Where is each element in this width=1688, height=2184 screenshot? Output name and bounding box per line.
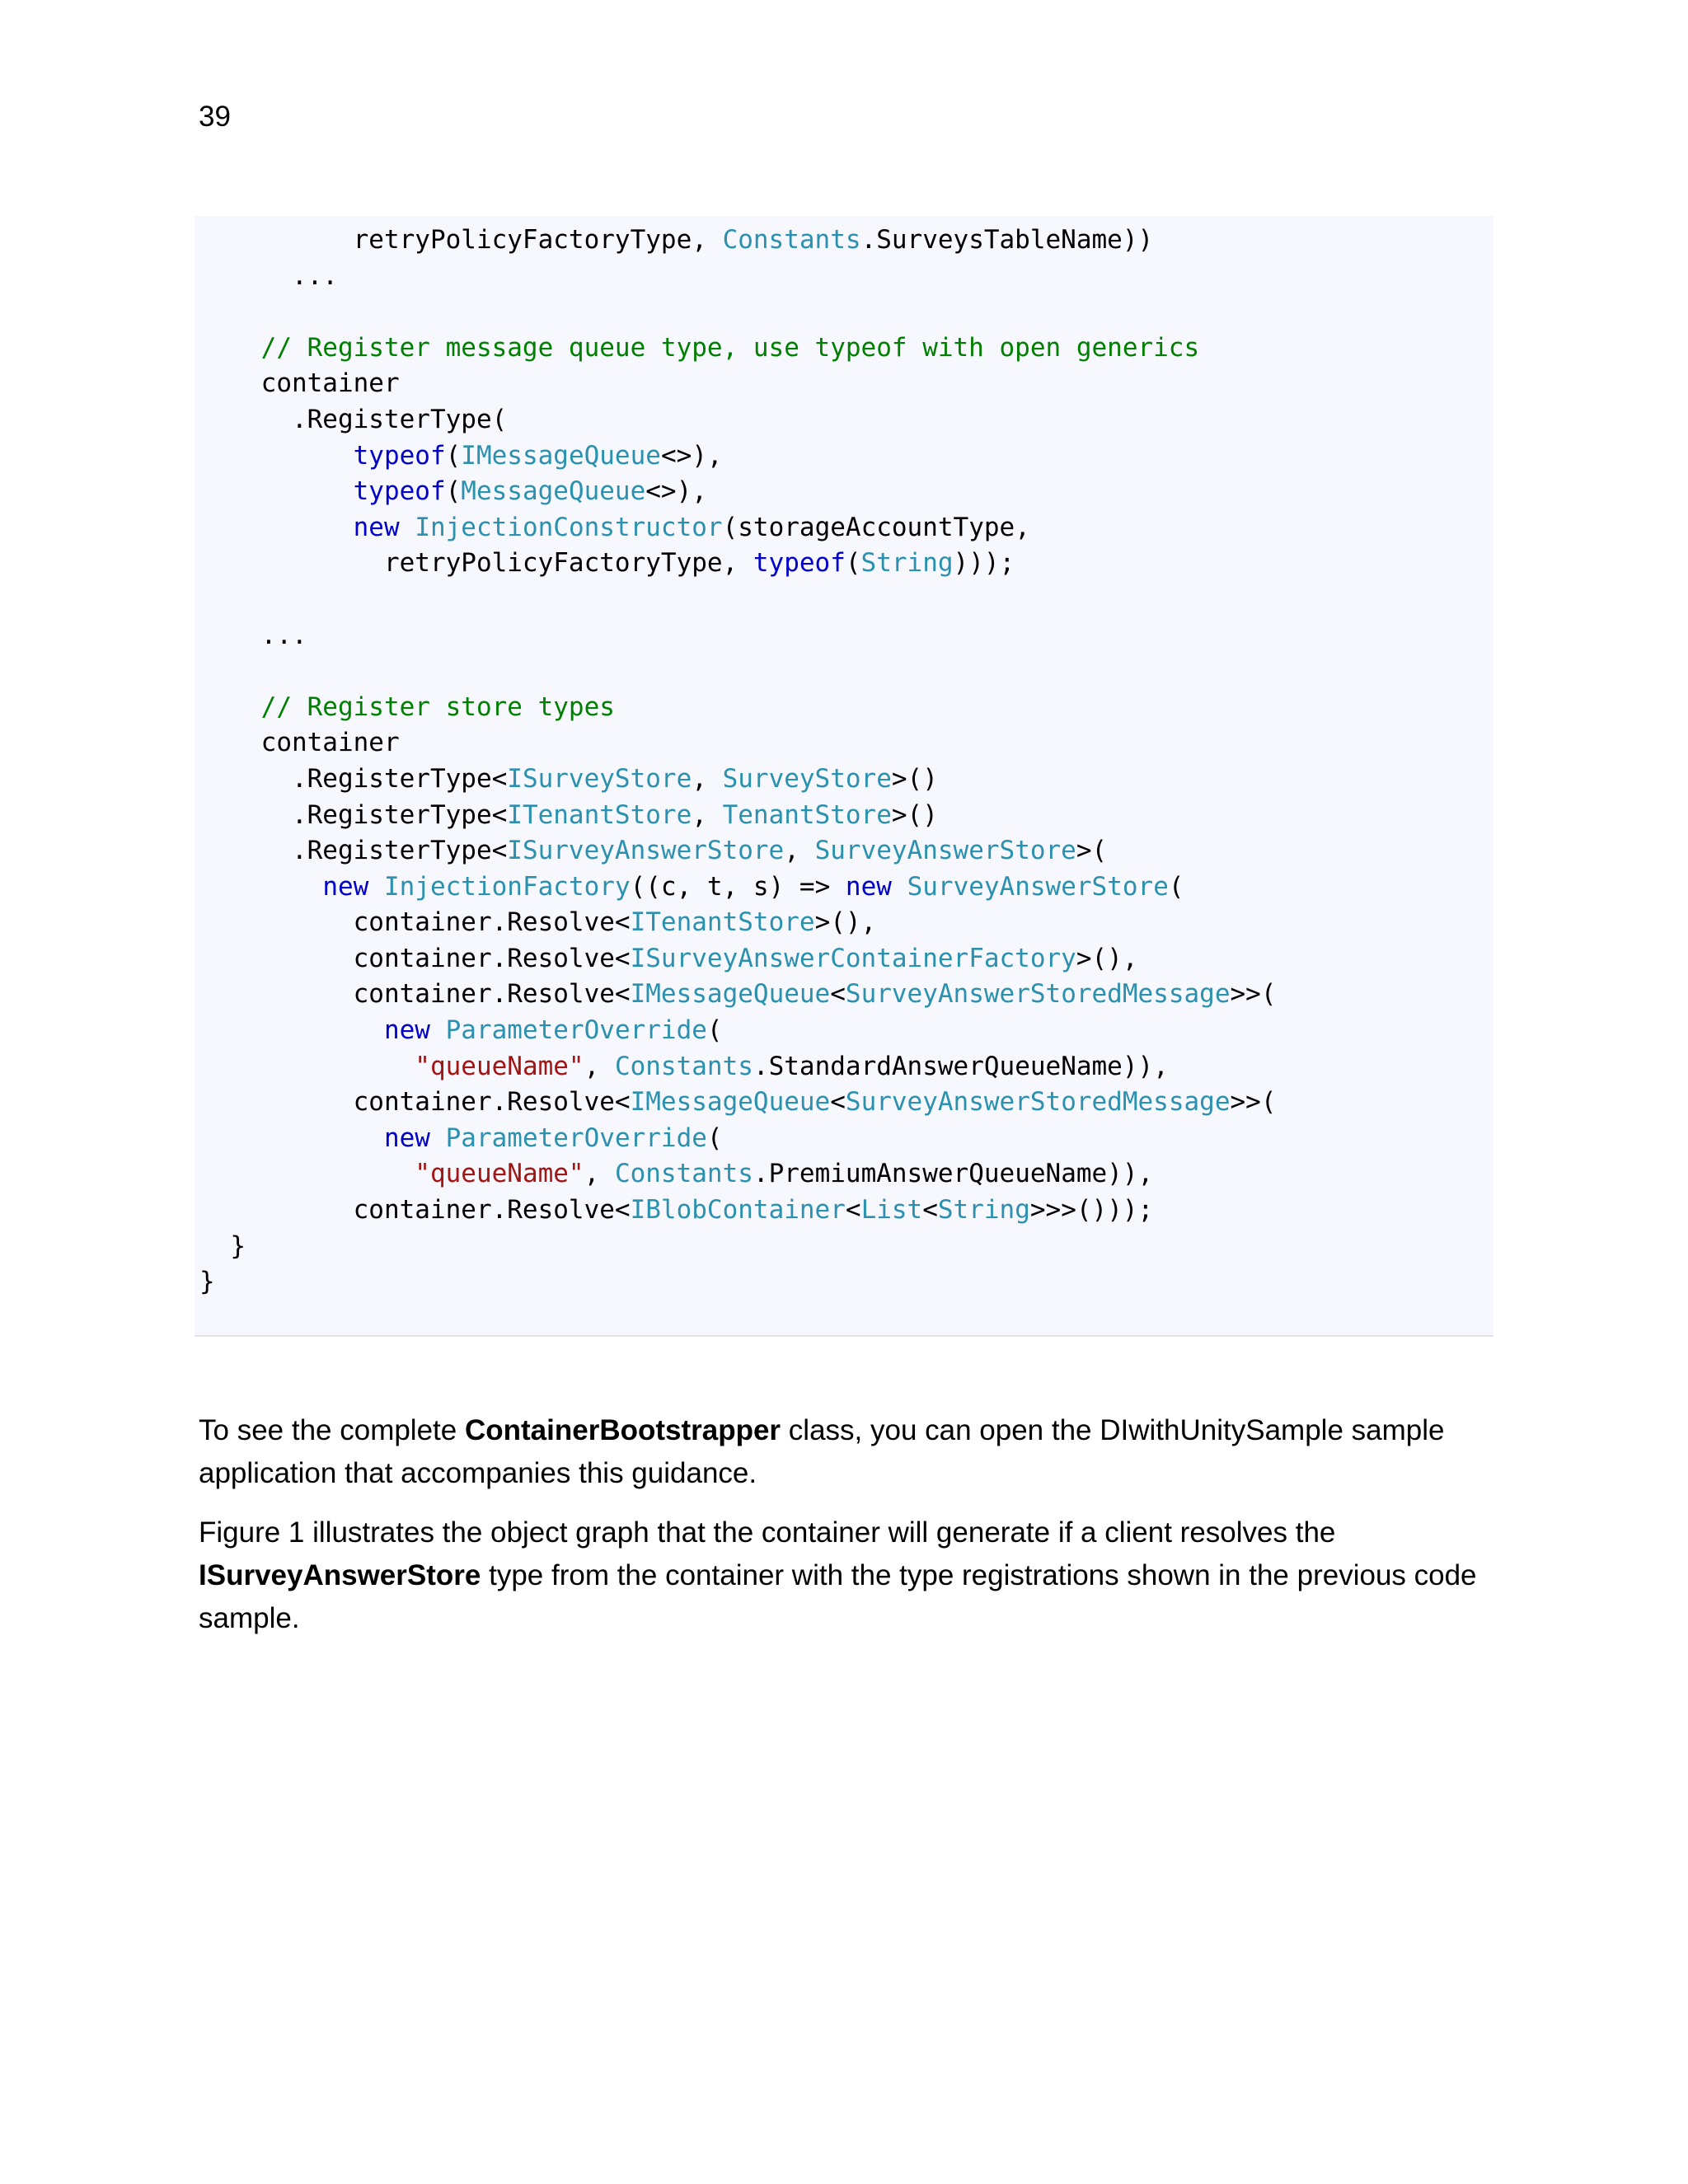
code-text (199, 1015, 384, 1045)
code-line (199, 1193, 1277, 1229)
code-text: retryPolicyFactoryType, (199, 548, 753, 579)
code-text: ((c, t, s) => (630, 871, 846, 902)
code-line (199, 474, 1277, 510)
code-type-name: ITenantStore (630, 907, 815, 938)
code-text (400, 513, 415, 542)
code-line (199, 582, 1277, 618)
code-type-name: SurveyAnswerStoredMessage (845, 1087, 1231, 1118)
code-text: .SurveysTableName)) (860, 225, 1154, 255)
code-text: container.Resolve< (199, 1195, 631, 1226)
code-keyword: typeof (753, 548, 846, 579)
code-line (199, 690, 1277, 726)
code-line (199, 330, 1277, 367)
code-line (199, 833, 1277, 869)
code-type-name: ISurveyStore (507, 763, 692, 794)
code-keyword: new (322, 871, 369, 902)
code-text: container.Resolve< (199, 1087, 631, 1118)
code-type-name: SurveyAnswerStore (814, 836, 1076, 866)
code-line (199, 869, 1277, 906)
code-type-name: String (860, 548, 954, 579)
code-text: container.Resolve< (199, 979, 631, 1010)
code-type-name: IMessageQueue (461, 440, 661, 471)
page-number: 39 (199, 101, 231, 133)
code-text: (storageAccountType, (722, 512, 1030, 542)
code-text (199, 872, 322, 902)
code-line (199, 798, 1277, 834)
code-text: < (922, 1195, 938, 1226)
code-comment: // Register store types (199, 691, 615, 722)
code-line (199, 618, 1277, 654)
code-line (199, 510, 1277, 546)
code-line (199, 1229, 1277, 1265)
code-line (199, 366, 1277, 402)
code-line (199, 259, 1277, 295)
code-text (892, 872, 907, 902)
code-text (199, 1052, 415, 1081)
code-text: ( (706, 1122, 723, 1153)
code-text: ... (199, 260, 338, 291)
code-keyword: new (383, 1122, 430, 1153)
code-text: ( (445, 476, 462, 507)
code-text: , (692, 799, 723, 830)
code-text: >(), (814, 907, 877, 938)
type-name-bold: ISurveyAnswerStore (199, 1559, 481, 1591)
code-type-name: String (937, 1195, 1030, 1226)
code-type-name: ITenantStore (507, 799, 692, 830)
code-type-name: ISurveyAnswerStore (507, 836, 785, 866)
code-text: .PremiumAnswerQueueName)), (753, 1159, 1154, 1189)
code-text: .StandardAnswerQueueName)), (753, 1051, 1169, 1081)
code-line (199, 1013, 1277, 1049)
code-text: < (845, 1195, 861, 1226)
class-name-bold: ContainerBootstrapper (464, 1414, 781, 1446)
code-type-name: IMessageQueue (630, 1087, 831, 1118)
code-type-name: SurveyAnswerStore (907, 871, 1169, 902)
code-line (199, 1156, 1277, 1193)
code-text: >(), (1076, 943, 1138, 973)
code-line (199, 1121, 1277, 1157)
code-listing (199, 223, 1277, 1301)
code-type-name: Constants (614, 1051, 753, 1081)
code-string: "queueName" (415, 1159, 584, 1189)
paragraph-text: Figure 1 illustrates the object graph that the container will generate if a client resolves the (199, 1516, 1336, 1549)
code-text: <>), (645, 476, 707, 507)
paragraph-text: type from the container with the type registrations shown in the previous code sample. (199, 1559, 1477, 1634)
code-text (199, 476, 354, 506)
paragraph-text: To see the complete (199, 1414, 465, 1446)
code-text: , (584, 1051, 615, 1081)
code-text: ( (445, 440, 462, 471)
code-type-name: SurveyStore (722, 763, 892, 794)
code-type-name: List (860, 1195, 923, 1226)
code-keyword: new (353, 512, 400, 542)
paragraph-object-graph (199, 1511, 1493, 1640)
code-line (199, 977, 1277, 1013)
code-type-name: Constants (614, 1159, 753, 1189)
code-text: >() (891, 763, 938, 794)
code-keyword: new (845, 871, 892, 902)
code-string: "queueName" (415, 1051, 584, 1081)
code-text (368, 872, 384, 902)
code-keyword: new (383, 1015, 430, 1046)
code-text: , (784, 836, 815, 866)
code-line (199, 294, 1277, 330)
code-line (199, 654, 1277, 690)
code-type-name: Constants (722, 225, 861, 255)
code-type-name: ISurveyAnswerContainerFactory (630, 943, 1076, 973)
code-line (199, 1085, 1277, 1121)
code-text: ... (199, 620, 307, 650)
code-text: container (199, 728, 400, 758)
code-type-name: TenantStore (722, 799, 892, 830)
code-type-name: IBlobContainer (630, 1195, 846, 1226)
code-text: ( (706, 1015, 723, 1046)
code-text: ( (1168, 871, 1184, 902)
code-type-name: MessageQueue (461, 476, 646, 507)
code-text (199, 513, 354, 542)
code-line (199, 402, 1277, 438)
code-keyword: typeof (353, 440, 446, 471)
code-text: >>>())); (1029, 1195, 1154, 1226)
code-text: , (692, 763, 723, 794)
code-text: } (199, 1230, 246, 1261)
code-text: container (199, 368, 400, 399)
code-text: < (830, 1087, 846, 1118)
code-text: retryPolicyFactoryType, (199, 225, 723, 255)
code-line (199, 223, 1277, 259)
paragraph-container-bootstrapper (199, 1409, 1493, 1495)
code-type-name: IMessageQueue (630, 979, 831, 1010)
code-type-name: InjectionFactory (383, 871, 631, 902)
code-text: .RegisterType< (199, 799, 508, 830)
code-text: >( (1076, 836, 1108, 866)
code-text (199, 1159, 415, 1188)
code-line (199, 546, 1277, 582)
code-line (199, 905, 1277, 941)
code-text: container.Resolve< (199, 943, 631, 973)
code-text: >() (891, 799, 938, 830)
code-line (199, 941, 1277, 977)
code-text: ( (845, 548, 861, 579)
code-line (199, 762, 1277, 798)
code-text: .RegisterType( (199, 404, 508, 434)
code-line (199, 1049, 1277, 1085)
code-text: } (199, 1267, 215, 1297)
code-comment: // Register message queue type, use typeof with open generics (199, 332, 1200, 363)
code-block (195, 216, 1493, 1337)
code-type-name: InjectionConstructor (415, 512, 723, 542)
code-text: >>( (1230, 979, 1277, 1010)
paragraph-text: class, you can open the DIwithUnitySample sample application that accompanies this guidance. (199, 1414, 1445, 1489)
code-text: .RegisterType< (199, 763, 508, 794)
code-line (199, 725, 1277, 762)
code-text (199, 441, 354, 471)
code-text: .RegisterType< (199, 836, 508, 866)
code-text: >>( (1230, 1087, 1277, 1118)
code-type-name: ParameterOverride (445, 1122, 707, 1153)
code-text: ))); (953, 548, 1015, 579)
code-line (199, 1264, 1277, 1301)
code-line (199, 438, 1277, 475)
code-text: , (584, 1159, 615, 1189)
code-text (199, 1123, 384, 1153)
code-text (430, 1015, 446, 1045)
code-type-name: SurveyAnswerStoredMessage (845, 979, 1231, 1010)
code-text: container.Resolve< (199, 907, 631, 938)
code-type-name: ParameterOverride (445, 1015, 707, 1046)
code-text: <>), (660, 440, 723, 471)
code-text (430, 1123, 446, 1153)
code-text: < (830, 979, 846, 1010)
code-keyword: typeof (353, 476, 446, 507)
